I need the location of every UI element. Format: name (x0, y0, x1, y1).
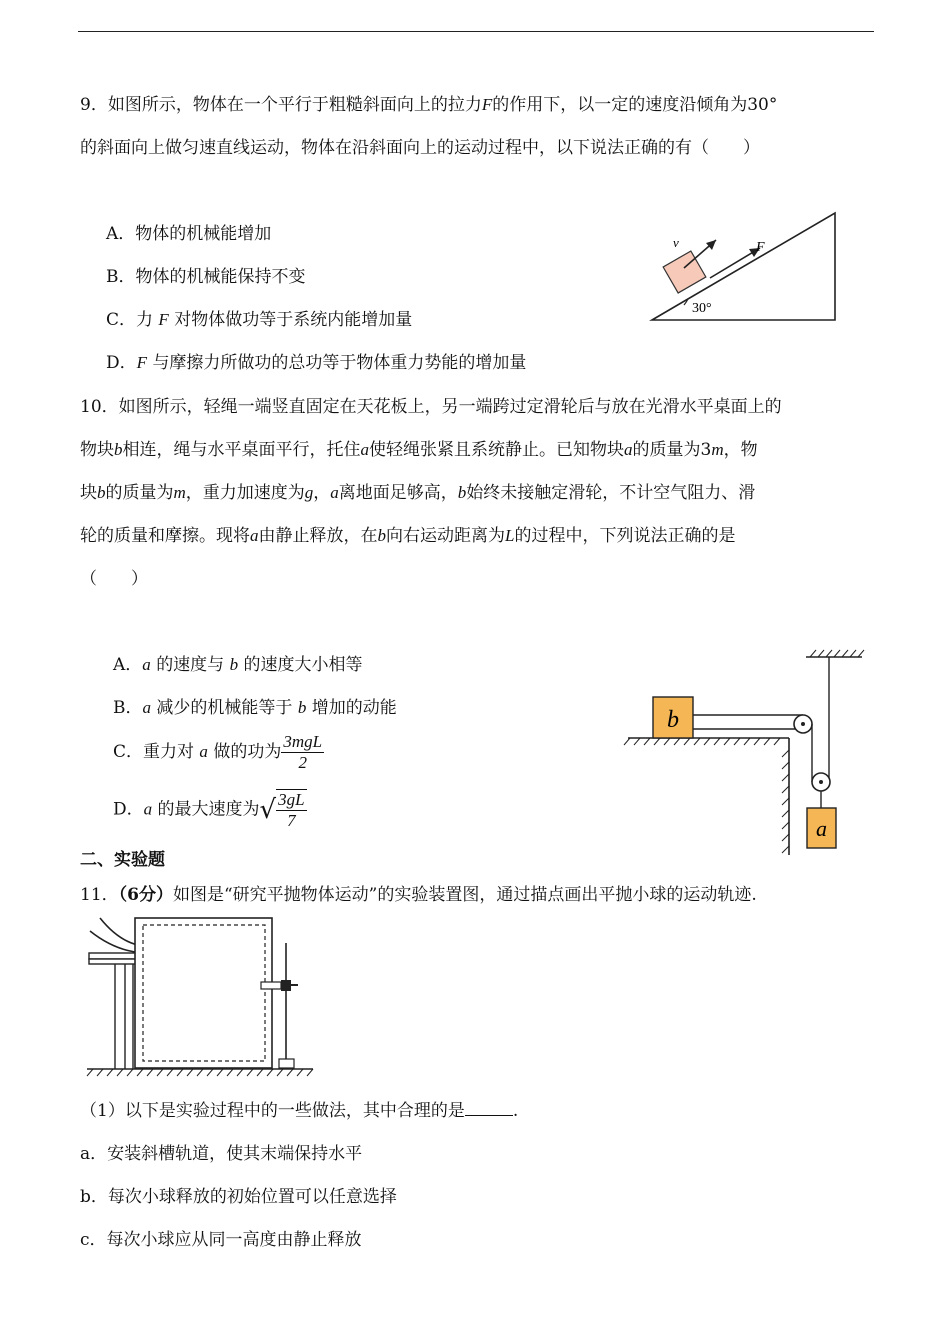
q9-text-1: 9．如图所示，物体在一个平行于粗糙斜面向上的拉力 (80, 95, 482, 115)
q9-option-c-pre: C．力 (106, 310, 154, 330)
q10-option-c (113, 732, 324, 773)
q9-option-d-post: 与摩擦力所做功的总功等于物体重力势能的增加量 (152, 353, 527, 373)
symbol-b: b (229, 655, 239, 674)
q11-line-1 (80, 880, 757, 905)
q9-option-a: A．物体的机械能增加 (106, 224, 272, 244)
q10-text: 始终未接触定滑轮，不计空气阻力、滑 (466, 483, 756, 503)
q10-line-2 (80, 435, 758, 460)
q11-option-c: c．每次小球应从同一高度由静止释放 (80, 1230, 362, 1250)
table-hatch (624, 738, 789, 853)
q10-option-b (113, 693, 397, 718)
q10-text: ，物 (723, 440, 758, 460)
q10-option-text: B． (113, 698, 143, 718)
q9-line-2: 的斜面向上做匀速直线运动，物体在沿斜面向上的运动过程中，以下说法正确的有（ ） (80, 138, 760, 158)
q10-text: ，重力加速度为 (185, 483, 305, 503)
q10-text: 离地面足够高， (338, 483, 458, 503)
header-rule (78, 31, 874, 32)
q10-option-text: 的速度大小相等 (243, 655, 363, 675)
q10-line-1: 10．如图所示，轻绳一端竖直固定在天花板上，另一端跨过定滑轮后与放在光滑水平桌面上的 (80, 397, 782, 417)
stand-base (279, 1059, 294, 1068)
symbol-g: g (304, 483, 314, 502)
symbol-b: b (297, 698, 307, 717)
q9-option-c-post: 对物体做功等于系统内能增加量 (174, 310, 413, 330)
q11-text: 如图是“研究平抛物体运动”的实验装置图，通过描点画出平抛小球的运动轨迹. (172, 885, 757, 905)
movable-pulley-axle (819, 780, 823, 784)
apparatus-table-top (89, 953, 141, 959)
q9-option-d (106, 348, 526, 373)
velocity-label: v (673, 235, 679, 250)
symbol-a: a (143, 799, 153, 819)
symbol-a: a (142, 698, 151, 717)
q10-option-text: 做的功为 (213, 742, 282, 762)
q10-option-text: 增加的动能 (311, 698, 397, 718)
q10-option-text: 减少的机械能等于 (156, 698, 293, 718)
projectile-apparatus-figure (85, 913, 320, 1083)
symbol-b: b (97, 483, 106, 502)
q11-sub1 (80, 1096, 518, 1121)
q10-option-a (113, 650, 363, 675)
fraction-3gL-over-7 (276, 789, 306, 831)
ground-hatch (87, 1069, 313, 1076)
symbol-F: F (158, 310, 169, 329)
q10-option-text: 的最大速度为 (157, 799, 260, 820)
q10-text: 的质量为 (105, 483, 174, 503)
angle-label: 30° (692, 301, 712, 316)
board (135, 918, 272, 1068)
q11-number: 11． (80, 885, 119, 905)
q10-text: 块 (80, 483, 97, 503)
sqrt-sign: √ (259, 795, 277, 825)
q10-line-3 (80, 478, 755, 503)
incline-block (663, 251, 706, 293)
symbol-F: F (481, 95, 493, 114)
fraction-3mgL-over-2 (281, 732, 324, 773)
fixed-pulley-axle (801, 722, 805, 726)
fraction-numerator: 3gL (278, 790, 305, 809)
q9-line-1 (80, 90, 777, 115)
q11-score: （6分） (118, 885, 173, 905)
symbol-m: m (711, 440, 724, 459)
symbol-F: F (136, 353, 148, 372)
answer-blank[interactable] (465, 1101, 513, 1116)
q9-option-b: B．物体的机械能保持不变 (106, 267, 306, 287)
pulley-figure (620, 645, 870, 860)
incline-figure (640, 205, 840, 330)
q11-sub1-text: （1）以下是实验过程中的一些做法，其中合理的是 (80, 1101, 465, 1121)
symbol-a: a (142, 655, 151, 674)
q10-text: 相连，绳与水平桌面平行，托住 (122, 440, 361, 460)
q11-option-a: a．安装斜槽轨道，使其末端保持水平 (80, 1144, 363, 1164)
symbol-a: a (330, 483, 339, 502)
force-label: F (756, 240, 765, 255)
q9-option-d-pre: D． (106, 353, 137, 373)
q10-option-text: A． (113, 655, 143, 675)
q10-text: 轮的质量和摩擦。现将 (80, 526, 250, 546)
clamp (281, 980, 291, 991)
section-title: 二、实验题 (80, 850, 165, 870)
q10-option-text: 的速度与 (156, 655, 225, 675)
q11-option-b: b．每次小球释放的初始位置可以任意选择 (80, 1187, 397, 1207)
symbol-b: b (457, 483, 467, 502)
q9-text-1b: 的作用下，以一定的速度沿倾角为30° (492, 95, 778, 115)
symbol-a: a (199, 742, 208, 761)
q10-option-text: C．重力对 (113, 742, 195, 762)
q10-text: 使轻绳张紧且系统静止。已知物块 (369, 440, 624, 460)
symbol-a: a (624, 440, 633, 459)
q10-option-text: D． (113, 799, 144, 820)
symbol-m: m (173, 483, 186, 502)
symbol-L: L (505, 526, 515, 545)
q10-text: 由静止释放，在 (258, 526, 378, 546)
fraction-denominator: 2 (298, 753, 307, 772)
fraction-numerator: 3mgL (283, 732, 323, 751)
q10-line-5: （ ） (80, 569, 148, 589)
q11-sub1-end: . (512, 1101, 519, 1121)
symbol-a: a (360, 440, 369, 459)
block-b-label: b (667, 707, 679, 733)
symbol-b: b (114, 440, 123, 459)
q10-text: 的过程中，下列说法正确的是 (514, 526, 736, 546)
q10-text: 物块 (80, 440, 114, 460)
q9-option-c (106, 305, 412, 330)
ceiling-hatch (810, 650, 864, 657)
symbol-b: b (377, 526, 386, 545)
q10-line-4 (80, 521, 735, 546)
q10-text: 的质量为3 (632, 440, 712, 460)
apparatus-table-band (89, 959, 141, 964)
block-a-label: a (816, 816, 827, 841)
q10-option-d (113, 789, 307, 831)
q10-text: 向右运动距离为 (386, 526, 505, 546)
q10-text: ， (313, 483, 331, 503)
symbol-a: a (250, 526, 259, 545)
clamp-arm (261, 982, 281, 989)
fraction-denominator: 7 (287, 811, 296, 830)
